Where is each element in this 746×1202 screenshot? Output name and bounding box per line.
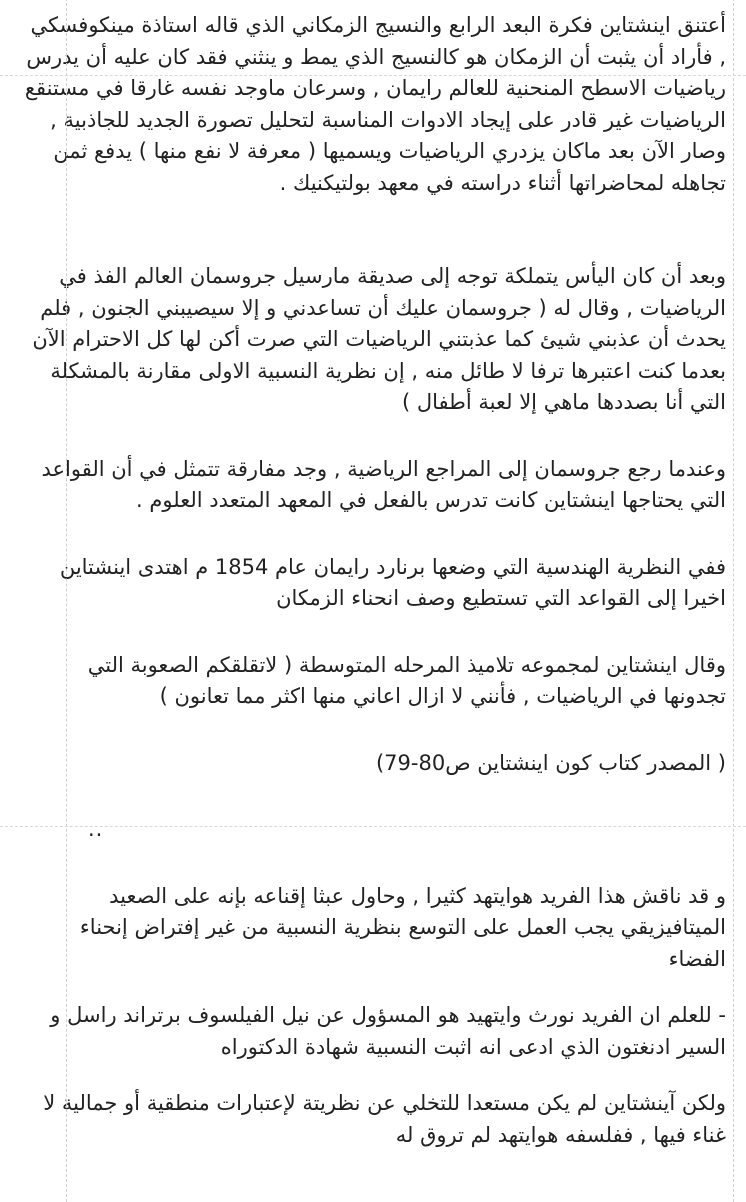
page-guide-right bbox=[733, 0, 734, 1202]
page-guide-left bbox=[66, 0, 67, 1202]
paragraph: و قد ناقش هذا الفريد هوايتهد كثيرا , وحاول عبثا إقناعه بإنه على الصعيد الميتافيزيقي يجب العمل على التوسع بنظرية النسبية من غير إفتراض إنحناء الفضاء bbox=[79, 883, 726, 971]
page-guide-horizontal bbox=[0, 826, 746, 827]
paragraph: وقال اينشتاين لمجموعه تلاميذ المرحله المتوسطة ( لاتقلقكم الصعوبة التي تجدونها في الرياضيات , فأنني لا ازال اعاني منها اكثر مما تعانون ) bbox=[87, 652, 726, 708]
separator-dots: .. bbox=[88, 817, 104, 841]
paragraph: ولكن آينشتاين لم يكن مستعدا للتخلي عن نظريتة لإعتبارات منطقية أو جمالية لا غناء فيها , ففلسفه هوايتهد لم تروق له bbox=[43, 1091, 726, 1147]
article-body bbox=[20, 10, 726, 1151]
source-citation: ( المصدر كتاب كون اينشتاين ص80-79) bbox=[375, 750, 726, 775]
paragraph: وبعد أن كان اليأس يتملكة توجه إلى صديقة مارسيل جروسمان العالم الفذ في الرياضيات , وقال له ( جروسمان عليك أن تساعدني و إلا سيصيبني الجنون , فلم يحدث أن عذبني شيئ كما عذبتني الرياضيات التي صرت أكن لها كل الاحترام الآن بعدما كنت اعتبرها ترفا لا طائل منه , إن نظرية النسبية الاولى مقارنة بالمشكلة التي أنا بصددها ماهي إلا لعبة أطفال ) bbox=[32, 264, 726, 414]
paragraph: - للعلم ان الفريد نورث وايتهيد هو المسؤول عن نيل الفيلسوف برتراند راسل و السير ادنغتون الذي ادعى انه اثبت النسبية شهادة الدكتوراه bbox=[50, 1003, 726, 1059]
paragraph: وعندما رجع جروسمان إلى المراجع الرياضية , وجد مفارقة تتمثل في أن القواعد التي يحتاجها اينشتاين كانت تدرس بالفعل في المعهد المتعدد العلوم . bbox=[41, 456, 726, 512]
page-guide-horizontal bbox=[0, 75, 746, 76]
paragraph: ففي النظرية الهندسية التي وضعها برنارد رايمان عام 1854 م اهتدى اينشتاين اخيرا إلى القواعد التي تستطيع وصف انحناء الزمكان bbox=[59, 554, 726, 610]
paragraph: أعتنق اينشتاين فكرة البعد الرابع والنسيج الزمكاني الذي قاله استاذة مينكوفسكي , فأراد أن يثبت أن الزمكان هو كالنسيج الذي يمط و ينثني فقد كان عليه أن يدرس رياضيات الاسطح المنحنية للعالم رايمان , وسرعان ماوجد نفسه غارقا في مستنقع الرياضيات غير قادر على إيجاد الادوات المناسبة لتحليل تصورة الجديد للجاذبية , وصار الآن بعد ماكان يزدري الرياضيات ويسميها ( معرفة لا نفع منها ) يدفع ثمن تجاهله لمحاضراتها أثناء دراسته في معهد بولتيكنيك . bbox=[24, 13, 726, 195]
